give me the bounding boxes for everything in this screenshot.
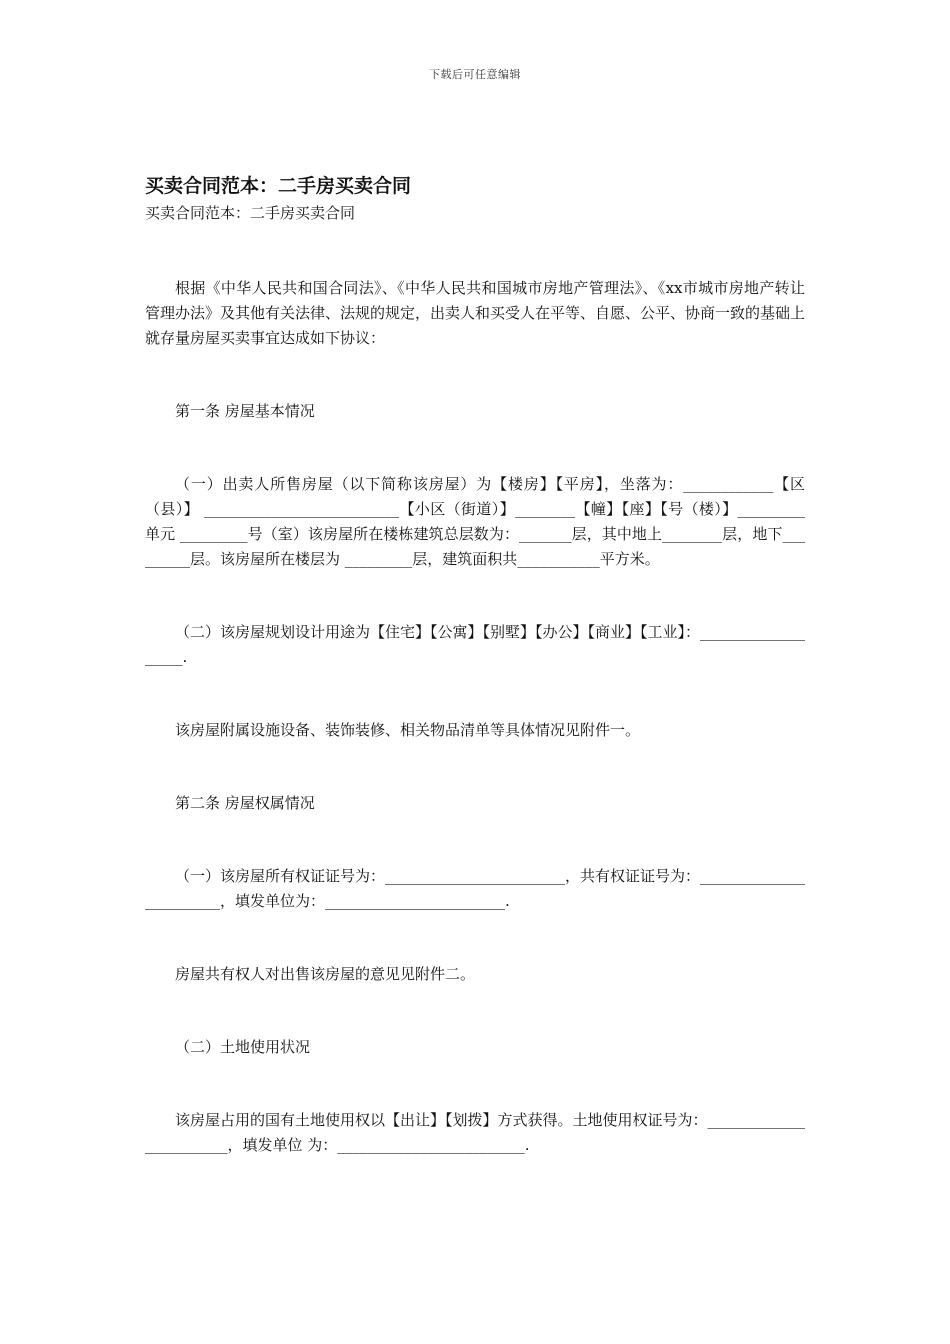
spacer <box>145 572 805 620</box>
article-1-heading: 第一条 房屋基本情况 <box>175 402 315 420</box>
article-1-note: 该房屋附属设施设备、装饰装修、相关物品清单等具体情况见附件一。 <box>175 721 641 739</box>
article-2-item-2-heading: （二）土地使用状况 <box>175 1038 311 1056</box>
spacer <box>145 424 805 472</box>
article-2-item-2-text: 该房屋占用的国有土地使用权以【出让】【划拨】方式获得。土地使用权证号为：________________________，填发单位 为：_________________________. <box>145 1111 806 1154</box>
spacer <box>145 226 805 276</box>
document-body <box>145 172 805 1158</box>
header-note: 下载后可任意编辑 <box>429 68 521 81</box>
article-2-item-1: （一）该房屋所有权证证号为：________________________，共有权证证号为：________________________，填发单位为：________________________. <box>145 867 806 910</box>
document-title: 买卖合同范本：二手房买卖合同 <box>145 175 412 197</box>
intro-paragraph: 根据《中华人民共和国合同法》、《中华人民共和国城市房地产管理法》、《xx市城市房地产转让管理办法》及其他有关法律、法规的规定，出卖人和买受人在平等、自愿、公平、协商一致的基础上就存量房屋买卖事宜达成如下协议： <box>145 279 806 347</box>
spacer <box>145 816 805 864</box>
article-1-item-2: （二）该房屋规划设计用途为【住宅】【公寓】【别墅】【办公】【商业】【工业】：___________________. <box>145 623 806 666</box>
document-subtitle: 买卖合同范本：二手房买卖合同 <box>145 204 356 222</box>
spacer <box>145 351 805 399</box>
article-2-heading: 第二条 房屋权属情况 <box>175 794 315 812</box>
spacer <box>145 670 805 718</box>
spacer <box>145 743 805 791</box>
article-1-item-1: （一）出卖人所售房屋（以下简称该房屋）为【楼房】【平房】，坐落为：____________【区（县）】 __________________________【小区（街道）】________【幢】【座】【号（楼）】_________单元 _________号（室）该房屋所在楼栋建筑总层数为：_______层，其中地上________层，地下_________层。该房屋所在楼层为 _________层，建筑面积共___________平方米。 <box>145 475 805 568</box>
spacer <box>145 987 805 1035</box>
spacer <box>145 1060 805 1108</box>
article-2-note: 房屋共有权人对出售该房屋的意见见附件二。 <box>175 965 476 983</box>
spacer <box>145 914 805 962</box>
